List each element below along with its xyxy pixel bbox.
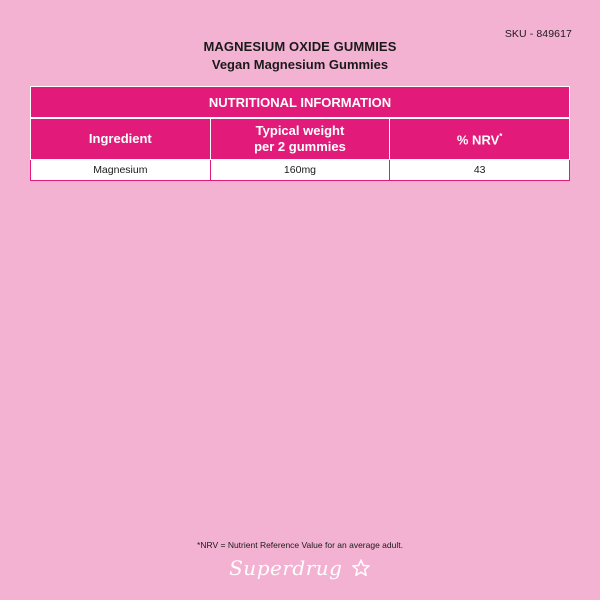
- footnote: *NRV = Nutrient Reference Value for an average adult.: [197, 540, 403, 550]
- table-section-header-row: [31, 87, 570, 119]
- brand-logo: [0, 556, 600, 580]
- column-header-weight-line1: Typical weight: [255, 123, 345, 138]
- cell-weight: 160mg: [210, 160, 390, 181]
- table-row: [31, 160, 570, 181]
- cell-nrv: 43: [390, 160, 570, 181]
- brand-name: Superdrug: [229, 556, 343, 580]
- nutrition-table-container: [30, 86, 570, 181]
- table-column-header-row: [31, 118, 570, 160]
- column-header-nrv: [390, 118, 570, 160]
- column-header-weight-line2: per 2 gummies: [254, 139, 346, 154]
- table-section-title: NUTRITIONAL INFORMATION: [31, 87, 570, 119]
- product-subtitle: Vegan Magnesium Gummies: [211, 57, 389, 72]
- column-header-ingredient: Ingredient: [31, 118, 211, 160]
- column-header-nrv-mark: *: [499, 132, 503, 142]
- sku-label: SKU - 849617: [504, 28, 572, 40]
- product-header: [0, 38, 600, 74]
- product-title: MAGNESIUM OXIDE GUMMIES: [203, 39, 397, 54]
- column-header-nrv-label: % NRV: [456, 132, 500, 148]
- nutrition-table: [30, 86, 570, 181]
- star-outline-icon: [351, 558, 371, 578]
- column-header-weight: [210, 118, 390, 160]
- cell-ingredient: Magnesium: [31, 160, 211, 181]
